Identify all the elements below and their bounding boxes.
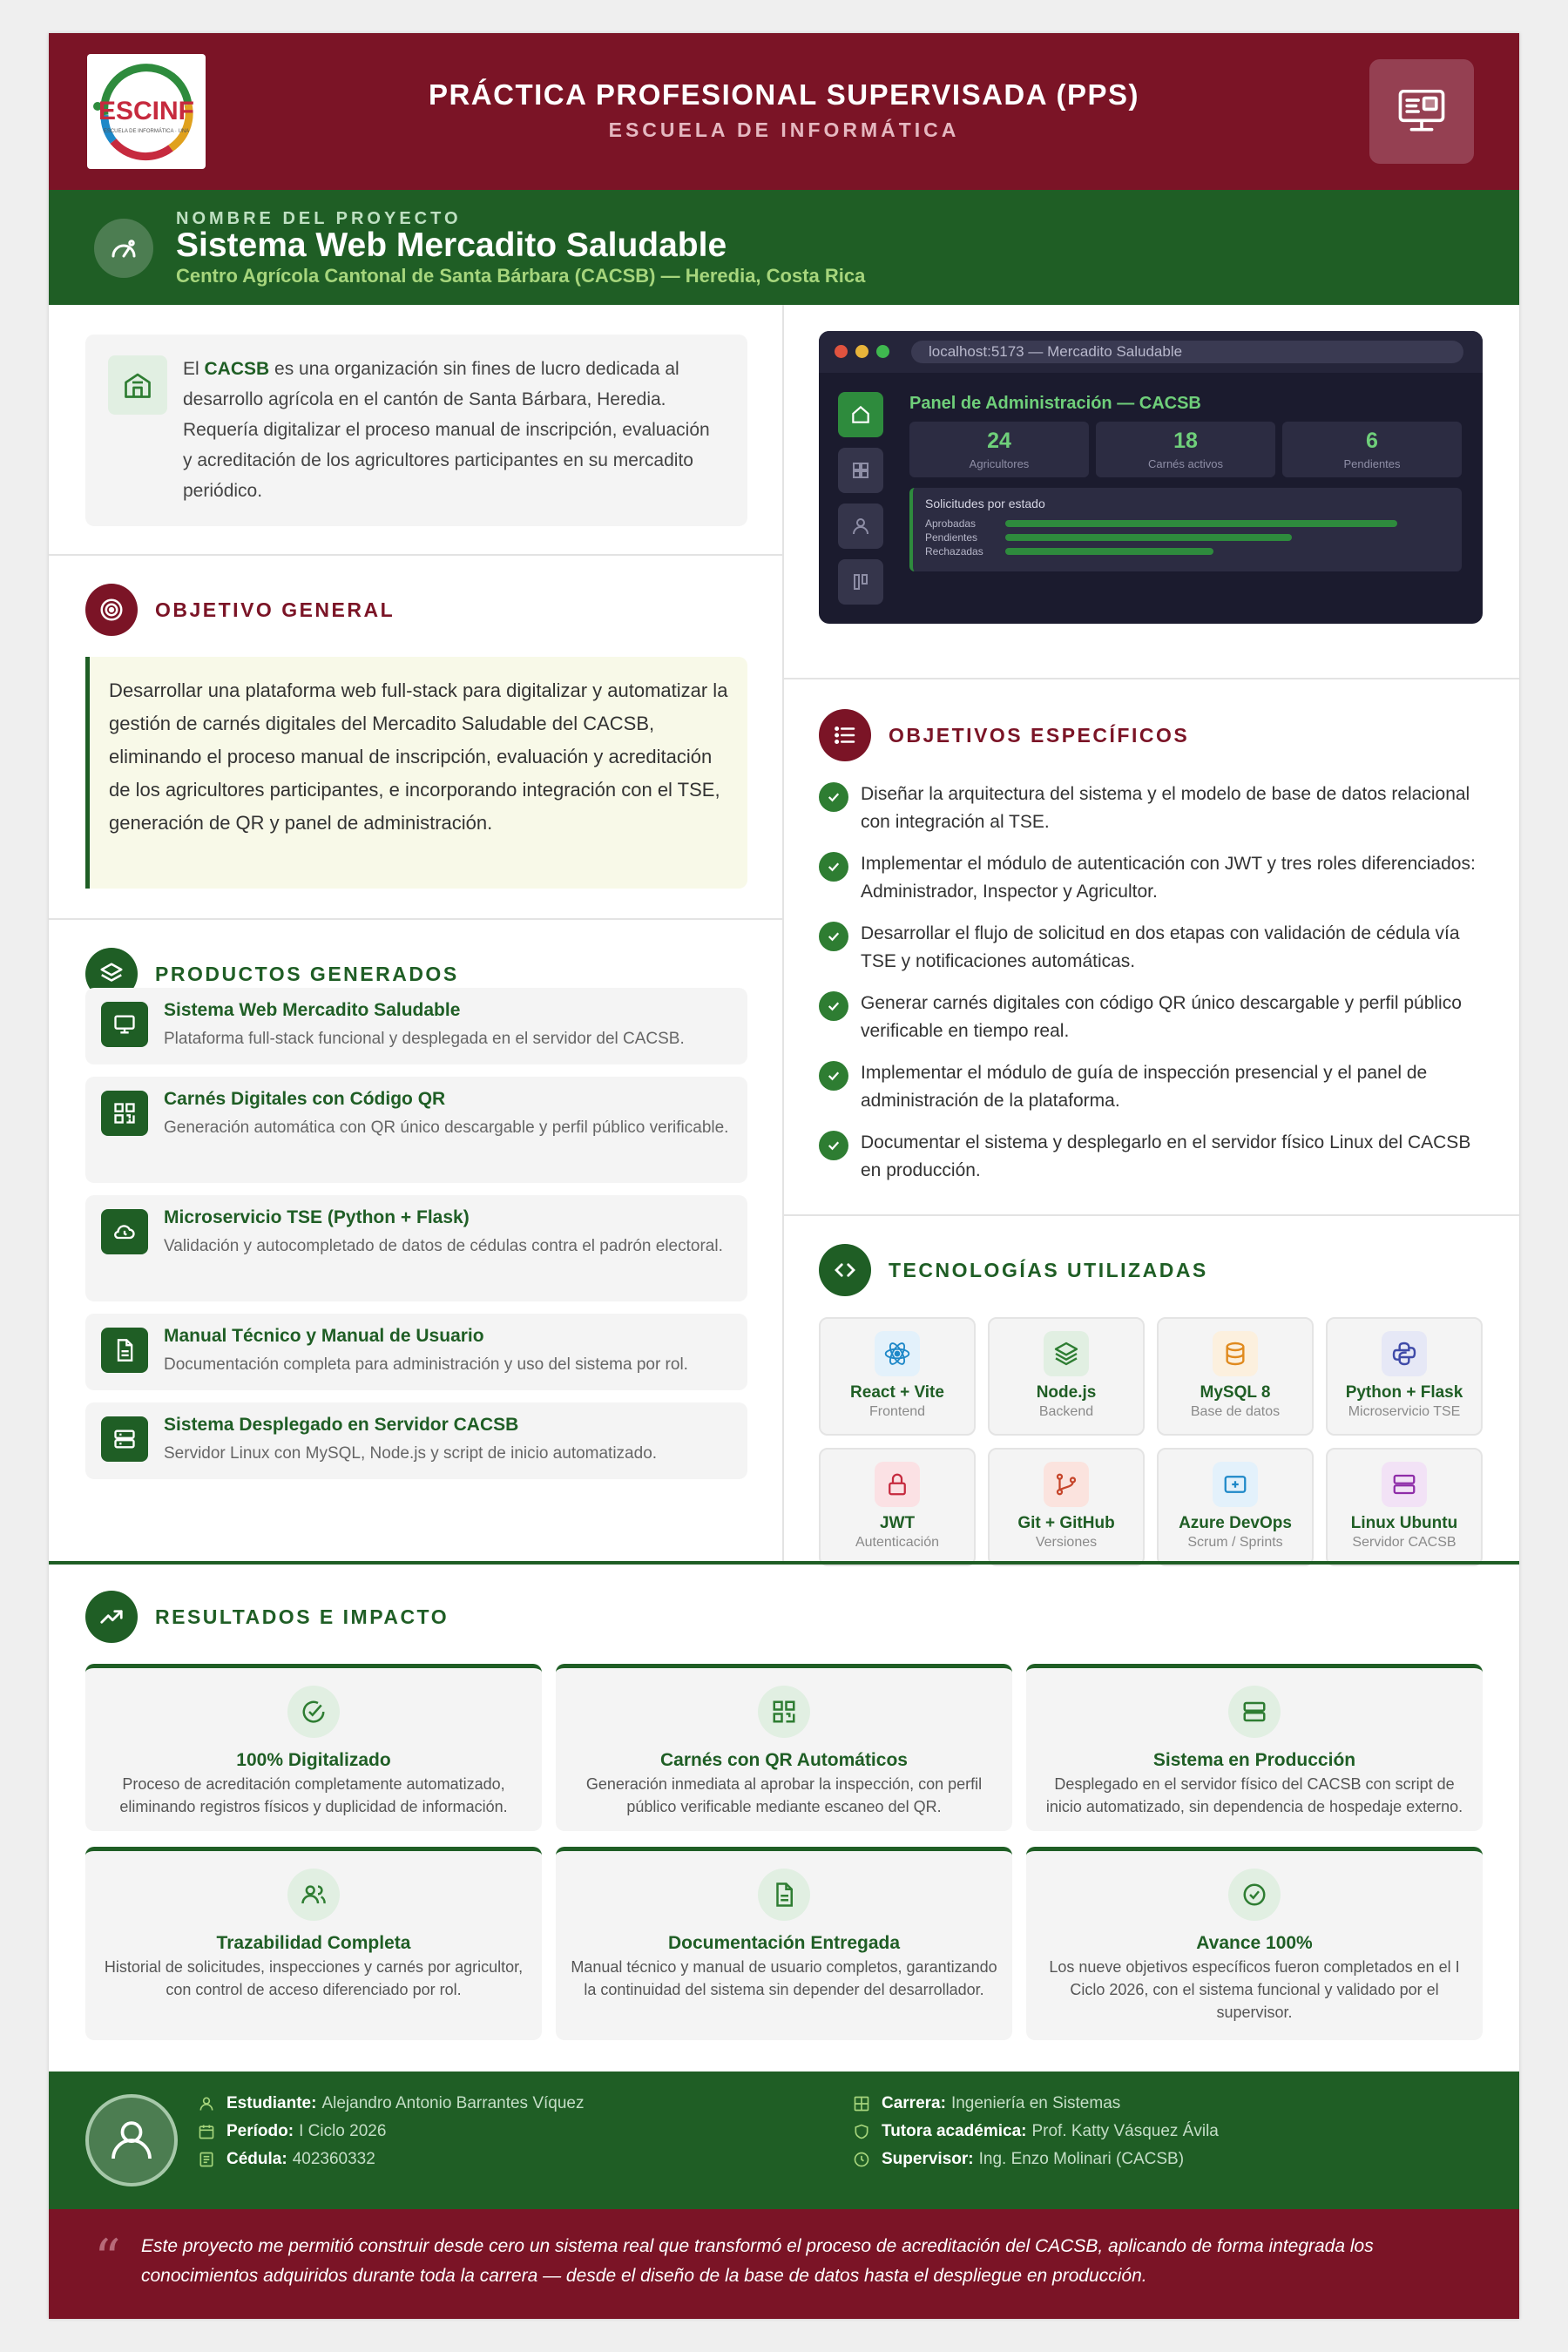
student-name: Estudiante: Alejandro Antonio Barrantes Víquez (197, 2094, 584, 2113)
dashboard-mockup (819, 331, 1483, 624)
result-card: 100% Digitalizado Proceso de acreditación completamente automatizado, eliminando registros físicos y duplicidad de información. (85, 1664, 542, 1831)
database-icon (1213, 1331, 1258, 1376)
computer-icon (1369, 59, 1474, 164)
section-divider (49, 1561, 1519, 1565)
divider (49, 554, 782, 556)
project-kicker: NOMBRE DEL PROYECTO (176, 209, 462, 228)
shield-icon (852, 2122, 871, 2141)
columns-icon (838, 559, 883, 605)
intro-highlight: CACSB (204, 359, 270, 379)
check-icon (819, 922, 848, 951)
server-icon (1228, 1686, 1281, 1738)
products-heading: PRODUCTOS GENERADOS (85, 948, 459, 1000)
student-id: Cédula: 402360332 (197, 2150, 375, 2169)
minimize-dot (855, 345, 868, 358)
project-name: Sistema Web Mercadito Saludable (176, 226, 727, 264)
tech-card: JWT Autenticación (819, 1448, 976, 1566)
product-item (85, 1402, 747, 1479)
bar-label: Pendientes (925, 531, 978, 544)
qr-code-icon (758, 1686, 810, 1738)
result-card: Documentación Entregada Manual técnico y manual de usuario completos, garantizando la continuidad del sistema sin depender del desarrollador. (556, 1847, 1012, 2040)
product-desc: Documentación completa para administración y uso del sistema por rol. (164, 1355, 688, 1374)
quote-text: Este proyecto me permitió construir desde cero un sistema real que transformó el proceso de acreditación del CACSB, aplicando de forma integrada los conocimientos adquiridos durante toda la carrera — desde el diseño de la base de datos hasta el despliegue en producción. (141, 2236, 1374, 2286)
bar-approved (1005, 520, 1397, 527)
product-title: Sistema Desplegado en Servidor CACSB (164, 1415, 519, 1435)
cloud-icon (101, 1209, 148, 1254)
stat-card: 24 Agricultores (909, 422, 1089, 477)
product-title: Microservicio TSE (Python + Flask) (164, 1207, 470, 1227)
server-icon (101, 1416, 148, 1462)
product-item (85, 1314, 747, 1390)
tech-card: Python + Flask Microservicio TSE (1326, 1317, 1483, 1436)
id-card-icon (197, 2150, 216, 2169)
check-icon (819, 1061, 848, 1091)
divider (784, 1214, 1519, 1216)
tech-card: React + Vite Frontend (819, 1317, 976, 1436)
tutor: Tutora académica: Prof. Katty Vásquez Ávila (852, 2122, 1219, 2141)
product-title: Carnés Digitales con Código QR (164, 1089, 446, 1109)
react-icon (875, 1331, 920, 1376)
quote-band (49, 2209, 1519, 2319)
url-bar: localhost:5173 — Mercadito Saludable (911, 341, 1463, 363)
bar-label: Aprobadas (925, 517, 977, 530)
user-icon (197, 2094, 216, 2113)
check-icon (819, 782, 848, 812)
logo-subtext: ESCUELA DE INFORMÁTICA · UNA (103, 129, 190, 134)
check-circle-icon (1228, 1869, 1281, 1921)
project-banner (49, 190, 1519, 305)
list-icon (819, 709, 871, 761)
product-desc: Plataforma full-stack funcional y desplegada en el servidor del CACSB. (164, 1030, 685, 1048)
results-heading: RESULTADOS E IMPACTO (85, 1591, 449, 1643)
chart-title: Solicitudes por estado (925, 497, 1045, 510)
project-location: Centro Agrícola Cantonal de Santa Bárbara (CACSB) — Heredia, Costa Rica (176, 265, 866, 287)
lock-icon (875, 1462, 920, 1507)
python-icon (1382, 1331, 1427, 1376)
header (49, 33, 1519, 190)
avatar-icon (85, 2094, 178, 2186)
grid-icon (838, 448, 883, 493)
calendar-icon (197, 2122, 216, 2141)
product-item (85, 1077, 747, 1183)
layers-icon (1044, 1331, 1089, 1376)
tech-card: Azure DevOps Scrum / Sprints (1157, 1448, 1314, 1566)
tech-card: Git + GitHub Versiones (988, 1448, 1145, 1566)
maximize-dot (876, 345, 889, 358)
status-chart (909, 488, 1462, 571)
product-title: Sistema Web Mercadito Saludable (164, 1000, 461, 1020)
career: Carrera: Ingeniería en Sistemas (852, 2094, 1120, 2113)
building-icon (108, 355, 167, 415)
target-icon (85, 584, 138, 636)
poster: ESCINF ESCUELA DE INFORMÁTICA · UNA PRÁCTICA PROFESIONAL SUPERVISADA (PPS) ESCUELA DE INFORMÁTICA NOMBRE DEL PROYECTO Sistema Web Mercadito Saludable Centro Agrícola Cantonal de Santa Bárbara (CACSB) — Heredia, Costa Rica El CACSB es una organización sin fines de lucro dedicada al desarrollo agrícola en el cantón de Santa Bárbara, Heredia. Requería digitalizar el proceso manual de inscripción, evaluación y acreditación de los agricultores participantes en su mercadito periódico. OBJETIVO GENERAL Desarrollar una plataforma web full-stack para digitalizar y automatizar la gestión de carnés digitales del Mercadito Saludable del CACSB, eliminando el proceso manual de inscripción, evaluación y acreditación de los agricultores participantes, e incorporando integración con el TSE, generación de QR y panel de administración. PRODUCTOS GENERADOS Sistema Web Mercadito Saludable Plataforma full-stack funcional y desplegada en el servidor del CACSB. Carnés Digitales con Código QR Generación automática con QR único descargable y perfil público verificable. Microservicio TSE (Python + Flask) Validación y autocompletado de datos de cédulas contra el padrón electoral. Manual Técnico y Manual de Usuario Documentación completa para administración y uso del sistema por rol. Sistema Desplegado en Servidor CACSB Servidor Linux con MySQL, Node.js y script de inicio automatizado. localhost:5173 — Mercadito Saludable Panel de Administración — CACSB 24 Agricultores 18 Carnés activos 6 Pendientes Solicitudes por estado Aprobadas Pendientes Rechazadas OBJETIVOS ESPECÍFICOS Diseñar la arquitectura del sistema y el modelo de base de datos relacional con integración al TSE. Implementar el módulo de autenticación con JWT y tres roles diferenciados: Administrador, Inspector y Agricultor. Desarrollar el flujo de solicitud en dos etapas con validación de cédula vía TSE y notificaciones automáticas. Generar carnés digitales con código QR único descargable y perfil público verificable en tiempo real. Implementar el módulo de guía de inspección presencial y el panel de administración de la plataforma. Documentar el sistema y desplegarlo en el servidor físico Linux del CACSB en producción. TECNOLOGÍAS UTILIZADAS React + Vite Frontend Node.js Backend MySQL 8 Base de datos Python + Flask Microservicio TSE JWT Autenticación Git + GitHub Versiones Azure DevOps Scrum / Sprints Linux Ubuntu Servidor CACSB RESULTADOS E IMPACTO 100% Digitalizado Proceso de acreditación completamente automatizado, eliminando registros físicos y duplicidad de información. Carnés con QR Automáticos Generación inmediata al aprobar la inspección, con perfil público verificable mediante escaneo del QR. Sistema en Producción Desplegado en el servidor físico del CACSB con script de inicio automatizado, sin dependencia de hospedaje externo. Trazabilidad Completa Historial de solicitudes, inspecciones y carnés por agricultor, con control de acceso diferenciado por rol. Documentación Entregada Manual técnico y manual de usuario completos, garantizando la continuidad del sistema sin depender del desarrollador. Avance 100% Los nueve objetivos específicos fueron completados en el I Ciclo 2026, con el sistema funcional y validado por el supervisor. Estudiante: Alejandro Antonio Barrantes Víquez Período: I Ciclo 2026 Cédula: 402360332 Carrera: Ingeniería en Sistemas Tutora académica: Prof. Katty Vásquez Ávila Supervisor: Ing. Enzo Molinari (CACSB) “ Este proyecto me permitió construir desde cero un sistema real que transformó el proceso de acreditación del CACSB, aplicando de forma integrada los conocimientos adquiridos durante toda la carrera — desde el diseño de la base de datos hasta el despliegue en producción. (49, 33, 1519, 2319)
check-icon (819, 1131, 848, 1160)
qr-code-icon (101, 1091, 148, 1136)
product-title: Manual Técnico y Manual de Usuario (164, 1326, 484, 1346)
result-card: Sistema en Producción Desplegado en el servidor físico del CACSB con script de inicio automatizado, sin dependencia de hospedaje externo. (1026, 1664, 1483, 1831)
student-info-band (49, 2072, 1519, 2209)
student-period: Período: I Ciclo 2026 (197, 2122, 386, 2141)
supervisor: Supervisor: Ing. Enzo Molinari (CACSB) (852, 2150, 1184, 2169)
bar-label: Rechazadas (925, 545, 983, 558)
trending-up-icon (85, 1591, 138, 1643)
divider (784, 678, 1519, 679)
product-desc: Generación automática con QR único descargable y perfil público verificable. (164, 1119, 729, 1137)
bar-pending (1005, 534, 1292, 541)
check-icon (819, 852, 848, 882)
header-title: PRÁCTICA PROFESIONAL SUPERVISADA (PPS) (428, 78, 1140, 111)
tech-card: Linux Ubuntu Servidor CACSB (1326, 1448, 1483, 1566)
code-icon (819, 1244, 871, 1296)
result-card: Trazabilidad Completa Historial de solicitudes, inspecciones y carnés por agricultor, con control de acceso diferenciado por rol. (85, 1847, 542, 2040)
tech-card: Node.js Backend (988, 1317, 1145, 1436)
intro-text: El CACSB es una organización sin fines de lucro dedicada al desarrollo agrícola en el cantón de Santa Bárbara, Heredia. Requería digitalizar el proceso manual de inscripción, evaluación y acreditación de los agricultores participantes en su mercadito periódico. (183, 359, 710, 501)
divider (49, 918, 782, 920)
clock-icon (852, 2150, 871, 2169)
git-branch-icon (1044, 1462, 1089, 1507)
stat-card: 6 Pendientes (1282, 422, 1462, 477)
intro-card (85, 335, 747, 526)
product-item (85, 988, 747, 1064)
close-dot (835, 345, 848, 358)
check-circle-icon (287, 1686, 340, 1738)
result-card: Avance 100% Los nueve objetivos específicos fueron completados en el I Ciclo 2026, con el sistema funcional y validado por el supervisor. (1026, 1847, 1483, 2040)
bar-rejected (1005, 548, 1213, 555)
tech-card: MySQL 8 Base de datos (1157, 1317, 1314, 1436)
general-objective-text: Desarrollar una plataforma web full-stack para digitalizar y automatizar la gestión de carnés digitales del Mercadito Saludable del CACSB, eliminando el proceso manual de inscripción, evaluación y acreditación de los agricultores participantes, e incorporando integración con el TSE, generación de QR y panel de administración. (85, 657, 747, 889)
monitor-icon (101, 1002, 148, 1047)
browser-bar (819, 331, 1483, 373)
document-icon (101, 1328, 148, 1373)
server-icon (1382, 1462, 1427, 1507)
quote-mark-icon: “ (94, 2228, 121, 2289)
product-desc: Validación y autocompletado de datos de cédulas contra el padrón electoral. (164, 1237, 723, 1255)
mockup-title: Panel de Administración — CACSB (909, 394, 1201, 413)
stat-card: 18 Carnés activos (1096, 422, 1275, 477)
technologies-heading: TECNOLOGÍAS UTILIZADAS (819, 1244, 1208, 1296)
result-card: Carnés con QR Automáticos Generación inmediata al aprobar la inspección, con perfil público verificable mediante escaneo del QR. (556, 1664, 1012, 1831)
grid-icon (852, 2094, 871, 2113)
product-desc: Servidor Linux con MySQL, Node.js y script de inicio automatizado. (164, 1444, 658, 1463)
document-icon (758, 1869, 810, 1921)
user-icon (838, 504, 883, 549)
specific-objectives-heading: OBJETIVOS ESPECÍFICOS (819, 709, 1189, 761)
azure-icon (1213, 1462, 1258, 1507)
home-icon (838, 392, 883, 437)
gauge-icon (94, 219, 153, 278)
header-subtitle: ESCUELA DE INFORMÁTICA (608, 118, 960, 141)
general-objective-heading: OBJETIVO GENERAL (85, 584, 395, 636)
check-icon (819, 991, 848, 1021)
escinf-logo (87, 54, 206, 169)
column-divider (782, 305, 784, 1561)
logo-wordmark: ESCINF (98, 97, 195, 125)
product-item (85, 1195, 747, 1301)
users-icon (287, 1869, 340, 1921)
